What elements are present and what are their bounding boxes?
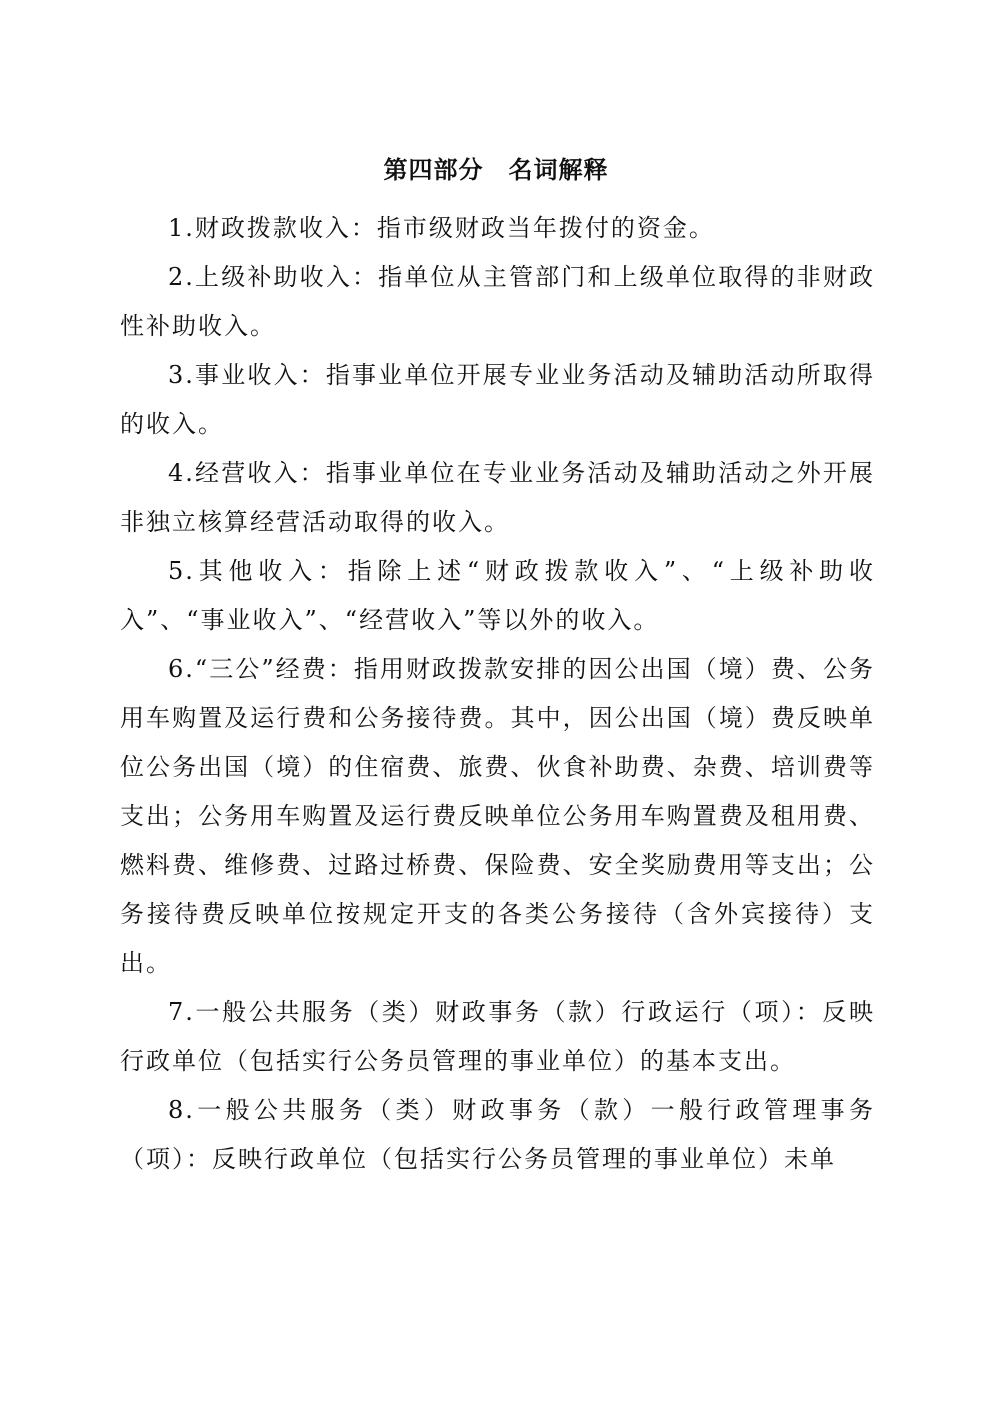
definition-paragraph-2: 2.上级补助收入：指单位从主管部门和上级单位取得的非财政性补助收入。 <box>120 263 875 340</box>
definition-paragraph-1: 1.财政拨款收入：指市级财政当年拨付的资金。 <box>168 214 715 242</box>
definition-paragraph-5: 5.其他收入：指除上述“财政拨款收入”、“上级补助收入”、“事业收入”、“经营收入”等以外的收入。 <box>120 557 875 634</box>
definition-paragraph-6: 6.“三公”经费：指用财政拨款安排的因公出国（境）费、公务用车购置及运行费和公务接待费。其中，因公出国（境）费反映单位公务出国（境）的住宿费、旅费、伙食补助费、杂费、培训费等支出；公务用车购置及运行费反映单位公务用车购置费及租用费、燃料费、维修费、过路过桥费、保险费、安全奖励费用等支出；公务接待费反映单位按规定开支的各类公务接待（含外宾接待）支出。 <box>120 655 875 977</box>
section-title: 第四部分 名词解释 <box>383 155 609 184</box>
definition-paragraph-3: 3.事业收入：指事业单位开展专业业务活动及辅助活动所取得的收入。 <box>120 361 875 438</box>
definition-paragraph-8: 8.一般公共服务（类）财政事务（款）一般行政管理事务（项）：反映行政单位（包括实行公务员管理的事业单位）未单 <box>120 1096 875 1173</box>
definition-paragraph-4: 4.经营收入：指事业单位在专业业务活动及辅助活动之外开展非独立核算经营活动取得的收入。 <box>120 459 875 536</box>
definition-paragraph-7: 7.一般公共服务（类）财政事务（款）行政运行（项）：反映行政单位（包括实行公务员管理的事业单位）的基本支出。 <box>120 998 875 1075</box>
definitions-list <box>120 204 875 1184</box>
